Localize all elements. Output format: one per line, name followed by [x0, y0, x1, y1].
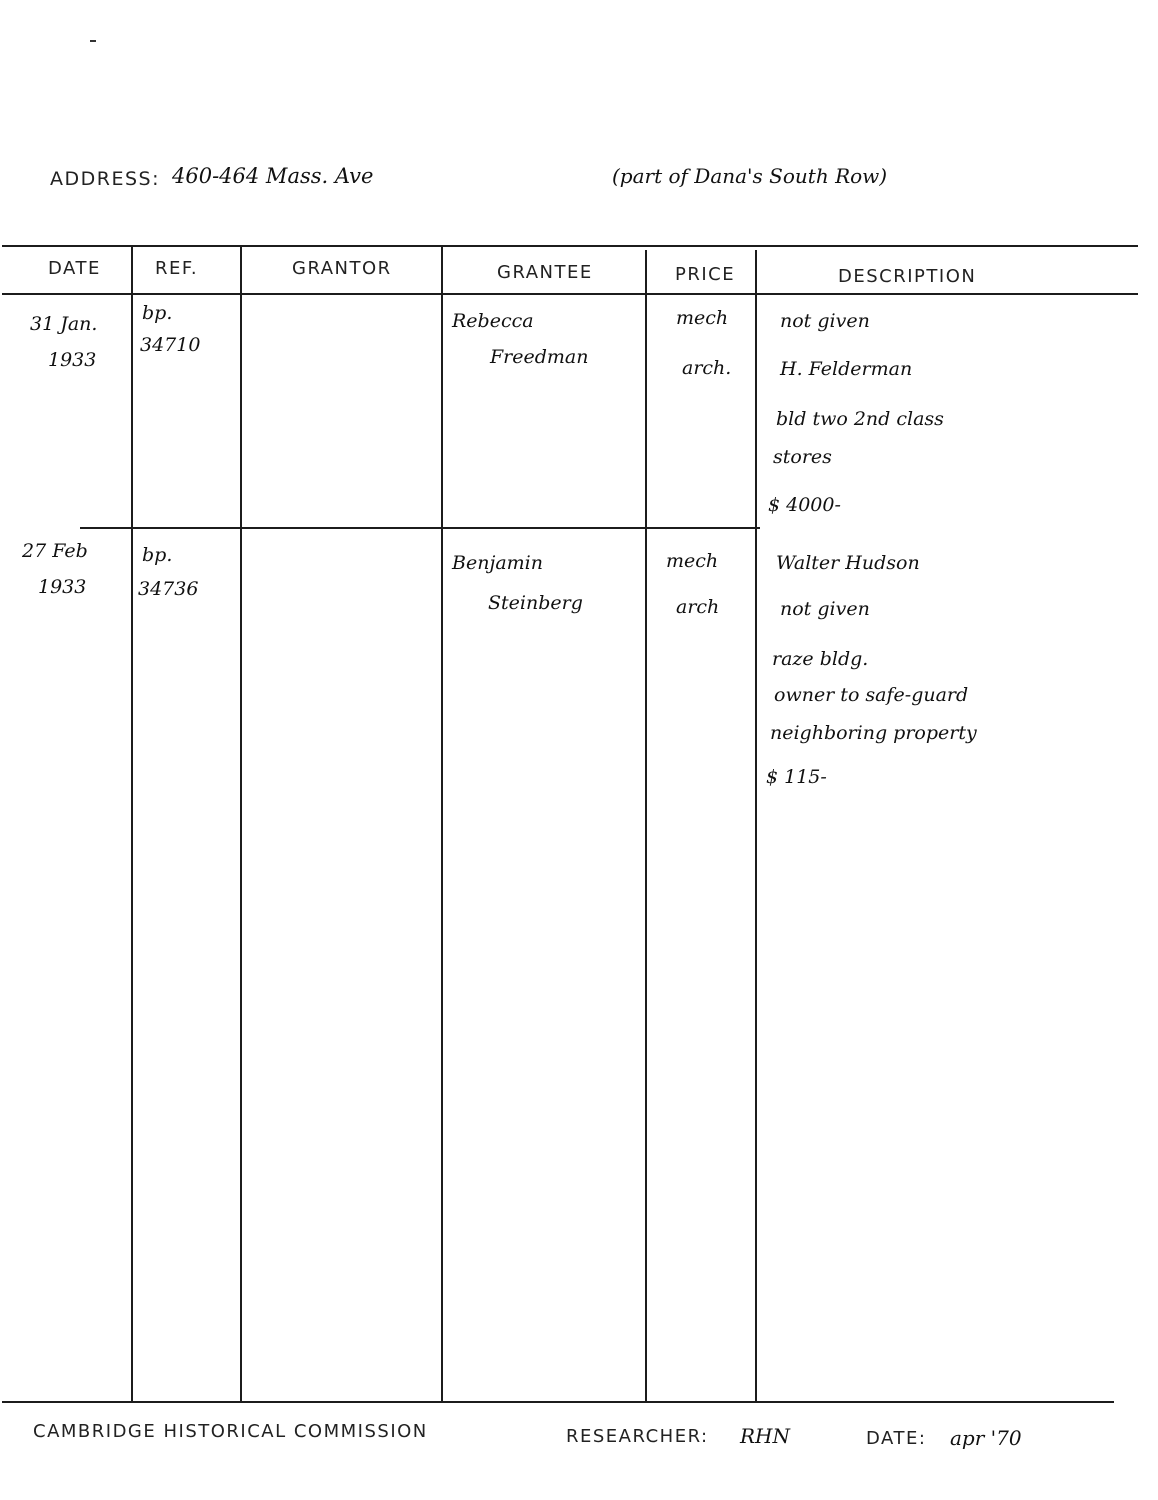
row-date-year: 1933	[38, 576, 87, 598]
row-ref-type: bp.	[142, 544, 173, 566]
commission-name: CAMBRIDGE HISTORICAL COMMISSION	[33, 1421, 428, 1442]
address-note: (part of Dana's South Row)	[612, 164, 888, 188]
column-header-grantee: GRANTEE	[497, 262, 593, 283]
row-description-line: $ 115-	[766, 766, 827, 788]
row-description-line: $ 4000-	[768, 494, 841, 516]
row-divider	[80, 527, 760, 529]
column-header-date: DATE	[48, 258, 101, 279]
column-divider-grantee	[645, 250, 647, 1401]
table-top-rule	[2, 245, 1138, 247]
row-grantee-last: Steinberg	[488, 592, 583, 614]
date-label: DATE:	[866, 1428, 927, 1449]
row-description-line: owner to safe-guard	[774, 684, 969, 706]
row-description-line: neighboring property	[770, 722, 977, 744]
row-ref-number: 34736	[138, 578, 199, 600]
column-divider-price	[755, 250, 757, 1401]
date-value: apr '70	[950, 1426, 1022, 1450]
row-price-line1: mech	[666, 550, 719, 572]
row-date-day-month: 31 Jan.	[30, 313, 98, 335]
row-date-year: 1933	[48, 349, 97, 371]
address-label: ADDRESS:	[50, 168, 160, 190]
row-price-line1: mech	[676, 307, 729, 329]
column-divider-date	[131, 247, 133, 1401]
row-description-line: not given	[780, 310, 870, 332]
row-grantee-last: Freedman	[490, 346, 589, 368]
row-ref-number: 34710	[140, 334, 201, 356]
column-header-grantor: GRANTOR	[292, 258, 392, 279]
row-description-line: not given	[780, 598, 870, 620]
row-description-line: raze bldg.	[772, 648, 869, 670]
column-header-price: PRICE	[675, 264, 736, 285]
row-description-line: Walter Hudson	[776, 552, 920, 574]
researcher-label: RESEARCHER:	[566, 1426, 709, 1447]
column-header-ref: REF.	[155, 258, 199, 279]
row-price-line2: arch.	[682, 357, 732, 379]
column-divider-grantor	[441, 247, 443, 1401]
row-description-line: H. Felderman	[780, 358, 913, 380]
researcher-value: RHN	[740, 1424, 790, 1448]
row-price-line2: arch	[676, 596, 720, 618]
row-description-line: stores	[773, 446, 832, 468]
header-bottom-rule	[2, 293, 1138, 295]
row-description-line: bld two 2nd class	[776, 408, 944, 430]
row-grantee-first: Benjamin	[452, 552, 543, 574]
row-date-day-month: 27 Feb	[22, 540, 88, 562]
column-header-description: DESCRIPTION	[838, 266, 977, 287]
row-grantee-first: Rebecca	[452, 310, 534, 332]
address-value: 460-464 Mass. Ave	[172, 164, 374, 188]
row-ref-type: bp.	[142, 302, 173, 324]
table-bottom-rule	[2, 1401, 1114, 1403]
column-divider-ref	[240, 247, 242, 1401]
stray-mark	[90, 40, 96, 42]
